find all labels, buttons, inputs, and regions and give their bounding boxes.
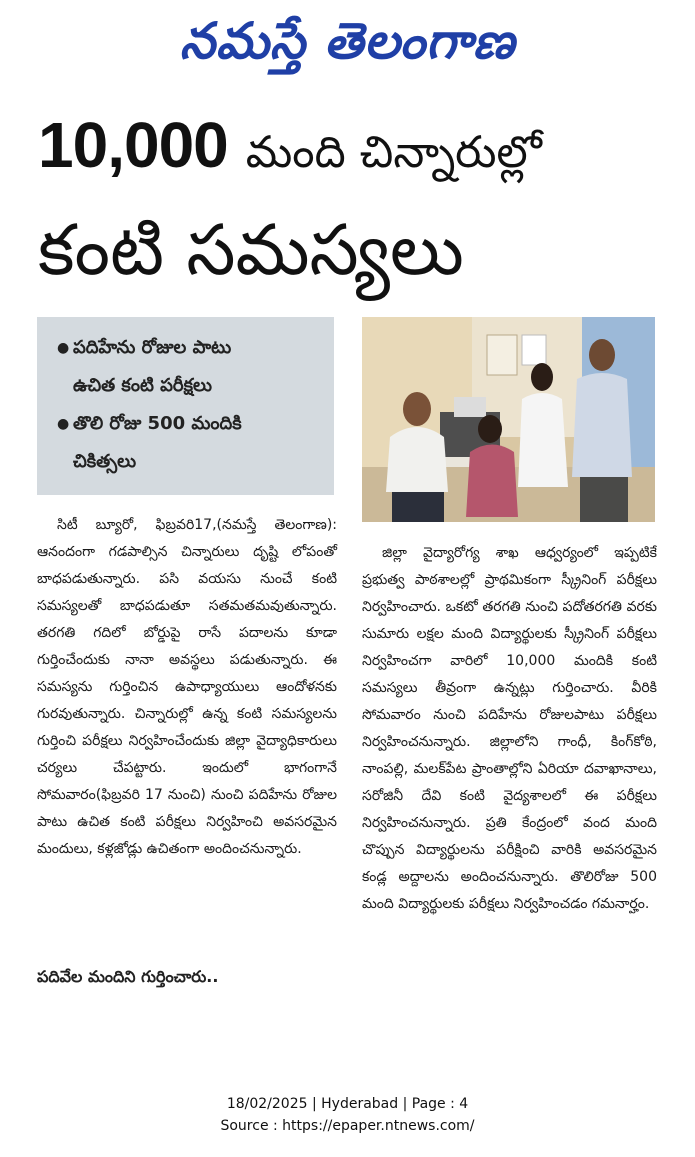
highlight-item: ● తొలి రోజు 500 మందికి bbox=[57, 405, 324, 443]
footer-date-location: 18/02/2025 | Hyderabad | Page : 4 bbox=[226, 1096, 469, 1112]
highlight-item: ● పదిహేను రోజుల పాటు bbox=[57, 329, 324, 367]
footer-source: Source : https://epaper.ntnews.com/ bbox=[220, 1118, 475, 1134]
bullet-icon: ● bbox=[57, 340, 70, 356]
article-subhead: పదివేల మందిని గుర్తించారు.. bbox=[37, 967, 219, 986]
article-paragraph: సిటీ బ్యూరో, ఫిబ్రవరి17,(నమస్తే తెలంగాణ): ఆనందంగా గడపాల్సిన చిన్నారులు దృష్టి లోపంతో బాధపడుతున్నారు. పసి వయసు నుంచే కంటి సమస్యలతో బాధపడుతూ సతమతమవుతున్నారు. తరగతి గదిలో బోర్డుపై రాసే పదాలను కూడా గుర్తించేందుకు నానా అవస్థలు పడుతున్నారు. ఈ సమస్యను గుర్తించిన ఉపాధ్యాయులు ఆందోళనకు గురవుతున్నారు. చిన్నారుల్లో ఉన్న కంటి సమస్యలను గుర్తించి పరీక్షలు నిర్వహించేందుకు జిల్లా వైద్యాధికారులు చర్యలు చేపట్టారు. ఇందులో భాగంగానే సోమవారం(ఫిబ్రవరి 17 నుంచి) నుంచి పదిహేను రోజుల పాటు ఉచిత కంటి పరీక్షలు నిర్వహించి అవసరమైన మందులు, కళ్లజోడ్లు ఉచితంగా అందించనున్నారు. bbox=[37, 517, 337, 857]
article-column-right bbox=[362, 540, 657, 918]
headline-line-1 bbox=[38, 105, 668, 202]
highlight-item-continuation: ఉచిత కంటి పరీక్షలు bbox=[73, 375, 212, 396]
headline-number: 10,000 bbox=[38, 109, 228, 181]
photo-illustration bbox=[362, 317, 655, 522]
eye-checkup-photo bbox=[362, 317, 655, 522]
highlight-item-continuation: చికిత్సలు bbox=[73, 451, 137, 472]
headline-line-1-text: మంది చిన్నారుల్లో bbox=[245, 127, 542, 178]
article-paragraph: జిల్లా వైద్యారోగ్య శాఖ ఆధ్వర్యంలో ఇప్పటికే ప్రభుత్వ పాఠశాలల్లో ప్రాథమికంగా స్క్రీనింగ్ పరీక్షలు నిర్వహించారు. ఒకటో తరగతి నుంచి పదోతరగతి వరకు సుమారు లక్షల మంది విద్యార్థులకు స్క్రీనింగ్ పరీక్షలు నిర్వహించగా వారిలో 10,000 మందికి కంటి సమస్యలు తీవ్రంగా ఉన్నట్లు గుర్తించారు. వీరికి సోమవారం నుంచి పదిహేను రోజులపాటు పరీక్షలు నిర్వహించనున్నారు. జిల్లాలోని గాంధీ, కింగ్‌కోఠి, నాంపల్లి, మలక్‌పేట ప్రాంతాల్లోని ఏరియా దవాఖానాలు, సరోజినీ దేవి కంటి వైద్యశాలలో ఈ పరీక్షలు నిర్వహించనున్నారు. ప్రతి కేంద్రంలో వంద మంది చొప్పున విద్యార్థులను పరీక్షించి వారికి అవసరమైన కండ్ల అద్దాలను అందించనున్నారు. తొలిరోజు 500 మంది విద్యార్థులకు పరీక్షలు నిర్వహించడం గమనార్హం. bbox=[362, 545, 657, 912]
highlights-box bbox=[37, 317, 334, 495]
article-column-left bbox=[37, 512, 337, 863]
headline-line-2: కంటి సమస్యలు bbox=[38, 209, 464, 291]
bullet-icon: ● bbox=[57, 416, 70, 432]
masthead-logo: నమస్తే తెలంగాణ bbox=[179, 12, 516, 70]
